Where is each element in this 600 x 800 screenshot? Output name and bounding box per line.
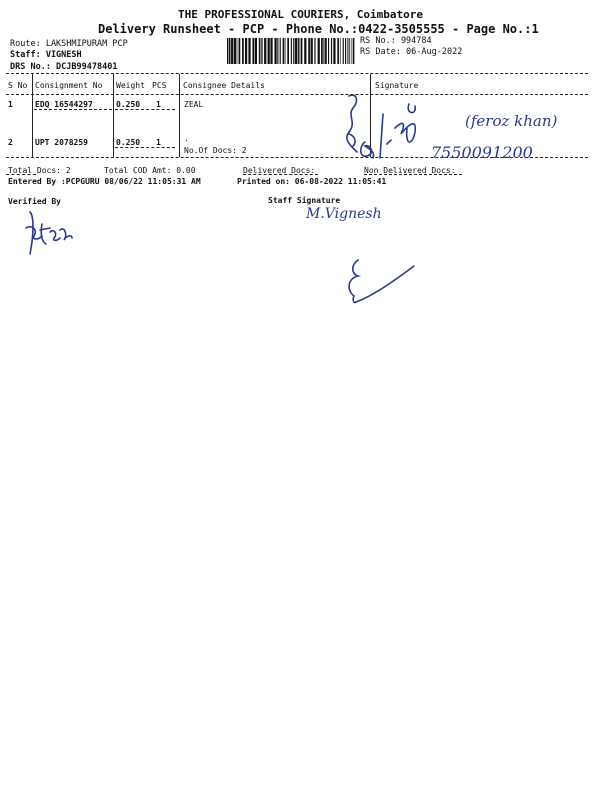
recipient-signature	[335, 88, 585, 168]
barcode-bar	[353, 38, 355, 64]
no-of-docs: No.Of Docs: 2	[184, 146, 247, 155]
underline	[243, 174, 318, 175]
rs-date: RS Date: 06-Aug-2022	[360, 47, 463, 57]
barcode-bar	[252, 38, 254, 64]
barcode	[227, 38, 355, 64]
col-header-weight: Weight	[116, 81, 145, 90]
barcode-bar	[287, 38, 289, 64]
barcode-bar	[280, 38, 281, 64]
barcode-bar	[237, 38, 238, 64]
barcode-bar	[337, 38, 339, 64]
barcode-bar	[323, 38, 324, 64]
barcode-bar	[262, 38, 263, 64]
barcode-bar	[314, 38, 315, 64]
non-delivered-docs: Non Delivered Docs:	[364, 166, 456, 175]
barcode-bar	[227, 38, 228, 64]
barcode-bar	[333, 38, 335, 64]
barcode-bar	[298, 38, 299, 64]
verified-signature	[20, 206, 80, 262]
underline	[6, 174, 36, 175]
col-header-pcs: PCS	[152, 81, 167, 90]
barcode-bar	[318, 38, 320, 64]
barcode-bar	[264, 38, 266, 64]
col-header-consignee: Consignee Details	[183, 81, 265, 90]
barcode-bar	[229, 38, 231, 64]
row-consignment: EDQ 16544297	[35, 100, 93, 109]
barcode-bar	[277, 38, 278, 64]
barcode-bar	[304, 38, 306, 64]
barcode-bar	[301, 38, 303, 64]
col-header-sno: S No	[8, 81, 28, 90]
col-divider	[113, 74, 114, 157]
barcode-bar	[321, 38, 323, 64]
col-header-signature: Signature	[375, 81, 419, 90]
total-docs: Total Docs: 2	[8, 166, 71, 175]
barcode-bar	[295, 38, 297, 64]
barcode-bar	[270, 38, 272, 64]
row-underline	[34, 109, 112, 110]
staff-signature-label: Staff Signature	[268, 196, 341, 205]
barcode-bar	[261, 38, 262, 64]
barcode-bar	[343, 38, 344, 64]
barcode-bar	[347, 38, 348, 64]
row-consignee: ZEAL	[184, 100, 204, 109]
staff-label: Staff: VIGNESH	[10, 50, 82, 60]
col-header-consignment: Consignment No	[35, 81, 103, 90]
barcode-bar	[285, 38, 286, 64]
barcode-bar	[234, 38, 236, 64]
barcode-bar	[345, 38, 346, 64]
barcode-bar	[245, 38, 247, 64]
row-weight: 0.250	[116, 100, 141, 109]
verified-by-label: Verified By	[8, 197, 61, 206]
barcode-bar	[331, 38, 332, 64]
barcode-bar	[351, 38, 352, 64]
row-weight: 0.250	[116, 138, 141, 147]
barcode-bar	[308, 38, 310, 64]
entered-by: Entered By :PCPGURU 08/06/22 11:05:31 AM	[8, 177, 201, 186]
barcode-bar	[300, 38, 301, 64]
barcode-bar	[325, 38, 327, 64]
barcode-bar	[311, 38, 313, 64]
barcode-bar	[315, 38, 316, 64]
printed-on: Printed on: 06-08-2022 11:05:41	[237, 177, 387, 186]
barcode-bar	[274, 38, 276, 64]
barcode-bar	[283, 38, 285, 64]
company-name: THE PROFESSIONAL COURIERS, Coimbatore	[178, 8, 424, 21]
barcode-bar	[259, 38, 260, 64]
route-label: Route: LAKSHMIPURAM PCP	[10, 39, 128, 49]
row-pcs: 1	[156, 138, 161, 147]
barcode-bar	[349, 38, 350, 64]
barcode-bar	[239, 38, 241, 64]
staff-initial-signature	[340, 256, 420, 308]
col-divider	[32, 74, 33, 157]
row-consignee: .	[184, 134, 189, 143]
barcode-bar	[328, 38, 329, 64]
barcode-bar	[231, 38, 233, 64]
col-divider	[179, 74, 180, 157]
row-consignment: UPT 2078259	[35, 138, 88, 147]
row-sno: 2	[8, 138, 13, 147]
underline	[364, 174, 462, 175]
barcode-bar	[340, 38, 341, 64]
row-underline	[115, 109, 175, 110]
barcode-bar	[268, 38, 270, 64]
barcode-bar	[291, 38, 292, 64]
row-sno: 1	[8, 100, 13, 109]
signature-name: (feroz khan)	[465, 112, 558, 130]
barcode-bar	[255, 38, 257, 64]
row-pcs: 1	[156, 100, 161, 109]
row-underline	[115, 147, 175, 148]
barcode-bar	[293, 38, 294, 64]
delivered-docs: Delivered Docs:	[243, 166, 316, 175]
barcode-bar	[242, 38, 244, 64]
staff-handwritten-name: M.Vignesh	[306, 206, 382, 222]
total-cod: Total COD Amt: 0.00	[104, 166, 196, 175]
table-top-rule	[6, 73, 588, 74]
runsheet-title: Delivery Runsheet - PCP - Phone No.:0422-3505555 - Page No.:1	[98, 22, 539, 36]
signature-phone: 7550091200	[431, 143, 533, 162]
rs-number: RS No.: 994784	[360, 36, 432, 46]
drs-number: DRS No.: DCJB99478401	[10, 62, 118, 72]
barcode-bar	[248, 38, 250, 64]
